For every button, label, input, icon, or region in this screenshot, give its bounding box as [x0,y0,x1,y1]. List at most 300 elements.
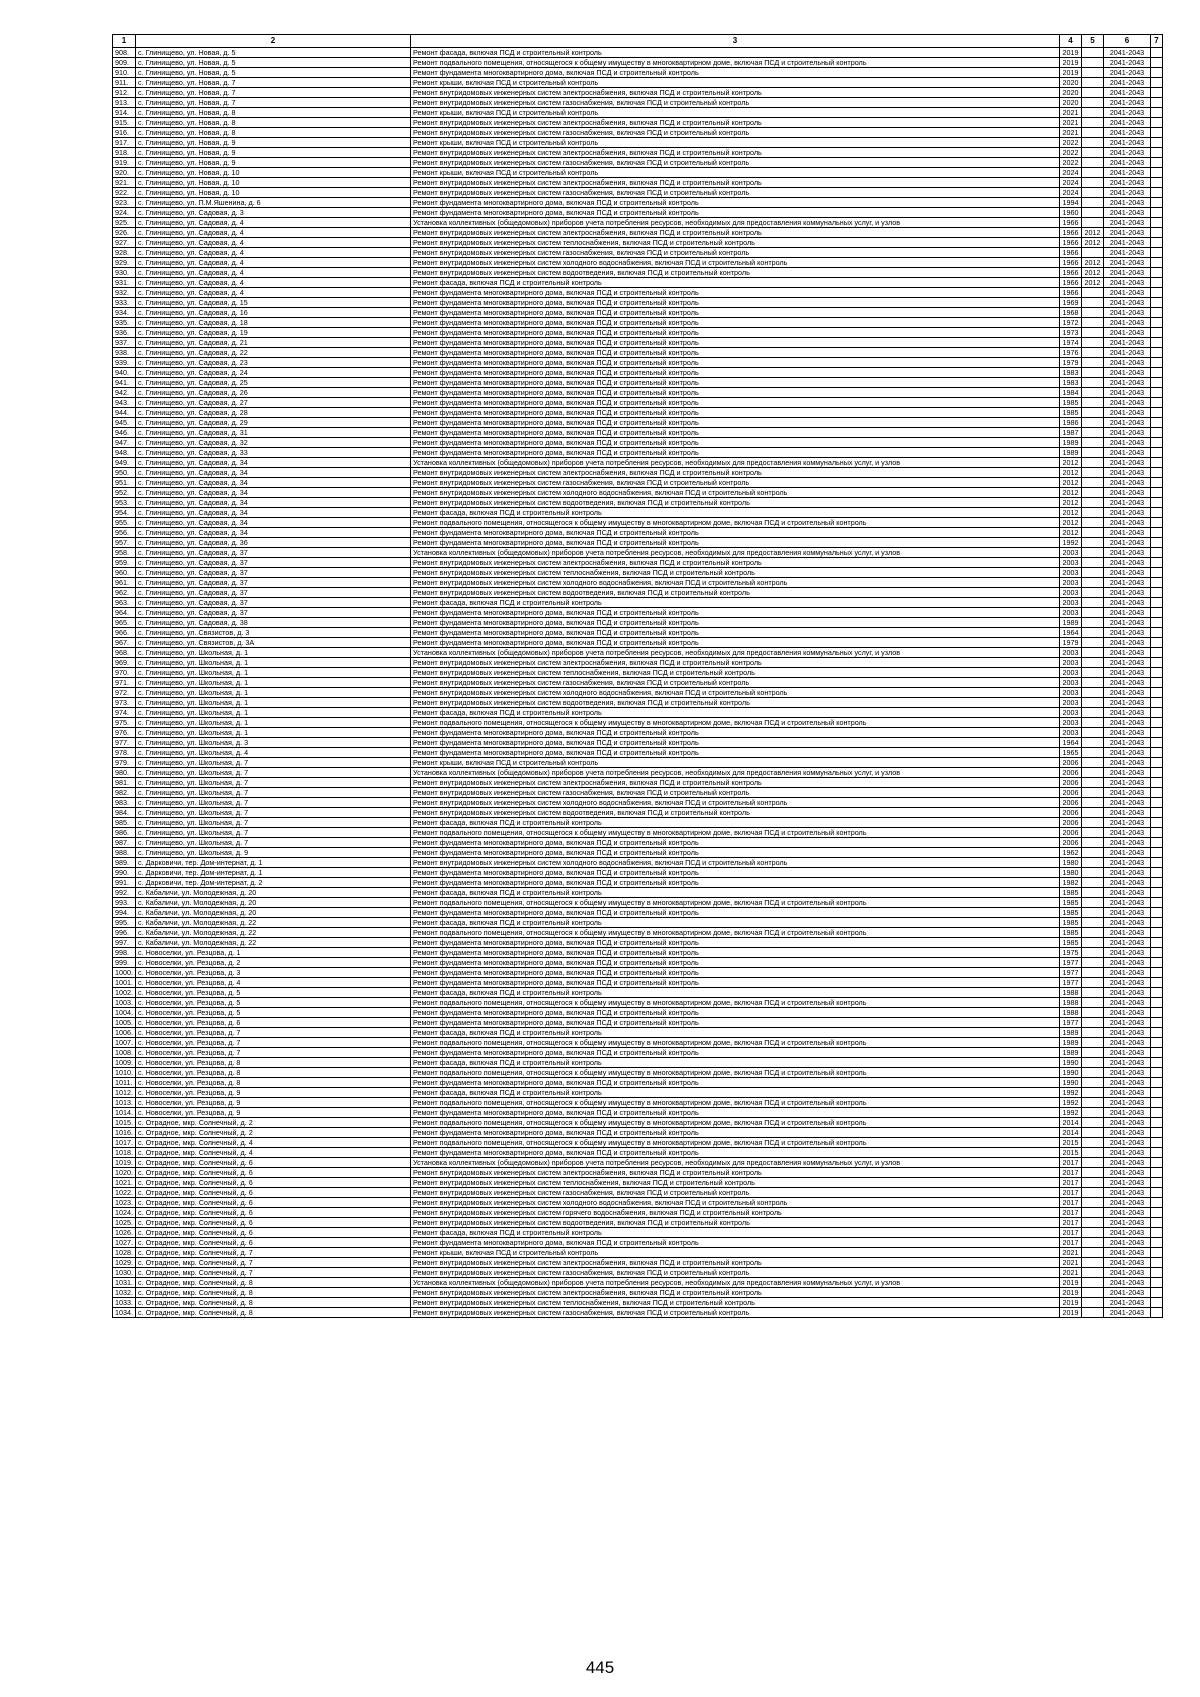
address-cell: с. Новоселки, ул. Резцова, д. 9 [136,1088,411,1098]
table-row [113,1108,1163,1118]
note-cell [1151,308,1163,318]
note-cell [1151,638,1163,648]
year-2-cell [1082,1168,1104,1178]
row-number: 945. [113,418,136,428]
row-number: 996. [113,928,136,938]
table-row [113,268,1163,278]
note-cell [1151,1028,1163,1038]
row-number: 966. [113,628,136,638]
year-cell: 1992 [1060,538,1082,548]
year-2-cell [1082,848,1104,858]
period-cell: 2041-2043 [1104,48,1151,58]
table-row [113,678,1163,688]
work-type-cell: Ремонт фасада, включая ПСД и строительный контроль [411,1228,1060,1238]
year-cell: 2017 [1060,1238,1082,1248]
note-cell [1151,98,1163,108]
address-cell: с. Глинищево, ул. Новая, д. 8 [136,118,411,128]
address-cell: с. Новоселки, ул. Резцова, д. 2 [136,958,411,968]
table-row [113,958,1163,968]
address-cell: с. Отрадное, мкр. Солнечный, д. 6 [136,1168,411,1178]
period-cell: 2041-2043 [1104,218,1151,228]
address-cell: с. Новоселки, ул. Резцова, д. 7 [136,1028,411,1038]
period-cell: 2041-2043 [1104,918,1151,928]
work-type-cell: Ремонт фундамента многоквартирного дома, включая ПСД и строительный контроль [411,978,1060,988]
work-type-cell: Ремонт фундамента многоквартирного дома, включая ПСД и строительный контроль [411,618,1060,628]
year-cell: 2006 [1060,778,1082,788]
address-cell: с. Глинищево, ул. Новая, д. 5 [136,58,411,68]
note-cell [1151,928,1163,938]
address-cell: с. Глинищево, ул. Садовая, д. 27 [136,398,411,408]
period-cell: 2041-2043 [1104,1058,1151,1068]
row-number: 923. [113,198,136,208]
year-2-cell [1082,738,1104,748]
note-cell [1151,188,1163,198]
year-cell: 2021 [1060,1268,1082,1278]
year-cell: 2017 [1060,1198,1082,1208]
period-cell: 2041-2043 [1104,268,1151,278]
row-number: 972. [113,688,136,698]
table-row [113,638,1163,648]
period-cell: 2041-2043 [1104,768,1151,778]
note-cell [1151,858,1163,868]
year-cell: 1980 [1060,858,1082,868]
note-cell [1151,1228,1163,1238]
work-type-cell: Ремонт фундамента многоквартирного дома, включая ПСД и строительный контроль [411,448,1060,458]
note-cell [1151,508,1163,518]
address-cell: с. Глинищево, ул. Садовая, д. 18 [136,318,411,328]
year-2-cell [1082,938,1104,948]
year-cell: 1990 [1060,1078,1082,1088]
address-cell: с. Отрадное, мкр. Солнечный, д. 4 [136,1148,411,1158]
table-row [113,1008,1163,1018]
year-cell: 2003 [1060,708,1082,718]
row-number: 911. [113,78,136,88]
row-number: 953. [113,498,136,508]
table-row [113,838,1163,848]
work-type-cell: Ремонт фундамента многоквартирного дома, включая ПСД и строительный контроль [411,1018,1060,1028]
table-row [113,658,1163,668]
work-type-cell: Ремонт фасада, включая ПСД и строительный контроль [411,918,1060,928]
address-cell: с. Глинищево, ул. Новая, д. 7 [136,88,411,98]
year-2-cell [1082,1198,1104,1208]
table-row [113,1278,1163,1288]
work-type-cell: Ремонт подвального помещения, относящегося к общему имуществу в многоквартирном доме, включая ПСД и строительный контроль [411,1138,1060,1148]
work-type-cell: Ремонт фундамента многоквартирного дома, включая ПСД и строительный контроль [411,418,1060,428]
address-cell: с. Глинищево, ул. Новая, д. 10 [136,178,411,188]
address-cell: с. Новоселки, ул. Резцова, д. 9 [136,1108,411,1118]
row-number: 1029. [113,1258,136,1268]
address-cell: с. Глинищево, ул. Садовая, д. 24 [136,368,411,378]
note-cell [1151,848,1163,858]
table-row [113,458,1163,468]
year-2-cell [1082,108,1104,118]
table-row [113,1088,1163,1098]
note-cell [1151,648,1163,658]
address-cell: с. Глинищево, ул. Новая, д. 7 [136,98,411,108]
table-row [113,228,1163,238]
table-row [113,198,1163,208]
work-type-cell: Ремонт фундамента многоквартирного дома, включая ПСД и строительный контроль [411,638,1060,648]
year-cell: 1985 [1060,938,1082,948]
year-cell: 1992 [1060,1098,1082,1108]
address-cell: с. Новоселки, ул. Резцова, д. 8 [136,1068,411,1078]
note-cell [1151,1078,1163,1088]
note-cell [1151,658,1163,668]
period-cell: 2041-2043 [1104,668,1151,678]
year-cell: 2003 [1060,698,1082,708]
table-row [113,468,1163,478]
address-cell: с. Глинищево, ул. Школьная, д. 1 [136,728,411,738]
address-cell: с. Глинищево, ул. П.М.Яшенина, д. 6 [136,198,411,208]
year-2-cell [1082,758,1104,768]
year-2-cell: 2012 [1082,278,1104,288]
address-cell: с. Глинищево, ул. Садовая, д. 4 [136,258,411,268]
year-2-cell [1082,1088,1104,1098]
work-type-cell: Ремонт внутридомовых инженерных систем электроснабжения, включая ПСД и строительный контроль [411,658,1060,668]
period-cell: 2041-2043 [1104,1218,1151,1228]
row-number: 955. [113,518,136,528]
year-2-cell [1082,1248,1104,1258]
table-row [113,548,1163,558]
row-number: 993. [113,898,136,908]
address-cell: с. Глинищево, ул. Садовая, д. 37 [136,548,411,558]
table-row [113,538,1163,548]
note-cell [1151,448,1163,458]
work-type-cell: Ремонт внутридомовых инженерных систем теплоснабжения, включая ПСД и строительный контроль [411,668,1060,678]
row-number: 954. [113,508,136,518]
note-cell [1151,1258,1163,1268]
table-row [113,1268,1163,1278]
period-cell: 2041-2043 [1104,598,1151,608]
work-type-cell: Ремонт фасада, включая ПСД и строительный контроль [411,508,1060,518]
row-number: 938. [113,348,136,358]
work-type-cell: Ремонт фундамента многоквартирного дома, включая ПСД и строительный контроль [411,428,1060,438]
table-row [113,598,1163,608]
note-cell [1151,88,1163,98]
address-cell: с. Новоселки, ул. Резцова, д. 1 [136,948,411,958]
year-2-cell [1082,928,1104,938]
address-cell: с. Глинищево, ул. Садовая, д. 4 [136,278,411,288]
address-cell: с. Глинищево, ул. Садовая, д. 19 [136,328,411,338]
work-type-cell: Ремонт фундамента многоквартирного дома, включая ПСД и строительный контроль [411,388,1060,398]
table-row [113,378,1163,388]
year-cell: 2003 [1060,728,1082,738]
work-type-cell: Установка коллективных (общедомовых) приборов учета потребления ресурсов, необходимых для предоставления коммунальных услуг, и узлов [411,218,1060,228]
work-type-cell: Ремонт фундамента многоквартирного дома, включая ПСД и строительный контроль [411,1008,1060,1018]
address-cell: с. Глинищево, ул. Садовая, д. 34 [136,498,411,508]
note-cell [1151,78,1163,88]
row-number: 1022. [113,1188,136,1198]
row-number: 950. [113,468,136,478]
period-cell: 2041-2043 [1104,938,1151,948]
period-cell: 2041-2043 [1104,658,1151,668]
address-cell: с. Отрадное, мкр. Солнечный, д. 8 [136,1308,411,1318]
work-type-cell: Ремонт фундамента многоквартирного дома, включая ПСД и строительный контроль [411,438,1060,448]
period-cell: 2041-2043 [1104,1018,1151,1028]
period-cell: 2041-2043 [1104,1038,1151,1048]
year-cell: 2020 [1060,98,1082,108]
note-cell [1151,358,1163,368]
table-row [113,938,1163,948]
note-cell [1151,568,1163,578]
note-cell [1151,918,1163,928]
address-cell: с. Глинищево, ул. Садовая, д. 15 [136,298,411,308]
work-type-cell: Ремонт внутридомовых инженерных систем теплоснабжения, включая ПСД и строительный контроль [411,1298,1060,1308]
note-cell [1151,338,1163,348]
year-cell: 2021 [1060,108,1082,118]
row-number: 1015. [113,1118,136,1128]
row-number: 983. [113,798,136,808]
year-2-cell [1082,978,1104,988]
period-cell: 2041-2043 [1104,1028,1151,1038]
year-2-cell: 2012 [1082,258,1104,268]
period-cell: 2041-2043 [1104,248,1151,258]
year-cell: 2022 [1060,158,1082,168]
note-cell [1151,368,1163,378]
period-cell: 2041-2043 [1104,1188,1151,1198]
row-number: 982. [113,788,136,798]
work-type-cell: Ремонт фундамента многоквартирного дома, включая ПСД и строительный контроль [411,938,1060,948]
address-cell: с. Отрадное, мкр. Солнечный, д. 2 [136,1118,411,1128]
year-2-cell [1082,888,1104,898]
table-row [113,398,1163,408]
note-cell [1151,1248,1163,1258]
row-number: 930. [113,268,136,278]
period-cell: 2041-2043 [1104,1098,1151,1108]
year-cell: 2019 [1060,1298,1082,1308]
year-2-cell [1082,538,1104,548]
year-2-cell [1082,68,1104,78]
note-cell [1151,598,1163,608]
table-row [113,208,1163,218]
note-cell [1151,478,1163,488]
row-number: 960. [113,568,136,578]
row-number: 958. [113,548,136,558]
work-type-cell: Установка коллективных (общедомовых) приборов учета потребления ресурсов, необходимых для предоставления коммунальных услуг, и узлов [411,768,1060,778]
note-cell [1151,1268,1163,1278]
table-row [113,1258,1163,1268]
year-cell: 1992 [1060,1108,1082,1118]
work-type-cell: Ремонт фасада, включая ПСД и строительный контроль [411,988,1060,998]
work-type-cell: Ремонт крыши, включая ПСД и строительный контроль [411,138,1060,148]
work-type-cell: Ремонт внутридомовых инженерных систем газоснабжения, включая ПСД и строительный контроль [411,98,1060,108]
year-cell: 2003 [1060,608,1082,618]
year-cell: 2019 [1060,68,1082,78]
note-cell [1151,528,1163,538]
period-cell: 2041-2043 [1104,778,1151,788]
period-cell: 2041-2043 [1104,388,1151,398]
table-row [113,1248,1163,1258]
year-2-cell [1082,158,1104,168]
row-number: 959. [113,558,136,568]
note-cell [1151,1198,1163,1208]
row-number: 952. [113,488,136,498]
work-type-cell: Ремонт фундамента многоквартирного дома, включая ПСД и строительный контроль [411,838,1060,848]
work-type-cell: Ремонт фундамента многоквартирного дома, включая ПСД и строительный контроль [411,288,1060,298]
address-cell: с. Глинищево, ул. Садовая, д. 31 [136,428,411,438]
row-number: 939. [113,358,136,368]
address-cell: с. Отрадное, мкр. Солнечный, д. 7 [136,1268,411,1278]
year-2-cell [1082,768,1104,778]
address-cell: с. Глинищево, ул. Садовая, д. 37 [136,558,411,568]
table-row [113,118,1163,128]
period-cell: 2041-2043 [1104,798,1151,808]
note-cell [1151,1098,1163,1108]
table-row [113,1138,1163,1148]
work-type-cell: Ремонт внутридомовых инженерных систем электроснабжения, включая ПСД и строительный контроль [411,1258,1060,1268]
page-number: 445 [585,1658,615,1677]
row-number: 1007. [113,1038,136,1048]
note-cell [1151,698,1163,708]
note-cell [1151,668,1163,678]
table-row [113,148,1163,158]
table-row [113,728,1163,738]
work-type-cell: Ремонт фасада, включая ПСД и строительный контроль [411,278,1060,288]
period-cell: 2041-2043 [1104,1268,1151,1278]
work-type-cell: Ремонт внутридомовых инженерных систем газоснабжения, включая ПСД и строительный контроль [411,1268,1060,1278]
period-cell: 2041-2043 [1104,998,1151,1008]
note-cell [1151,328,1163,338]
year-cell: 2021 [1060,1258,1082,1268]
year-cell: 2012 [1060,458,1082,468]
row-number: 1018. [113,1148,136,1158]
table-row [113,718,1163,728]
year-cell: 1987 [1060,428,1082,438]
year-2-cell [1082,1218,1104,1228]
year-cell: 2003 [1060,558,1082,568]
year-cell: 2024 [1060,178,1082,188]
table-row [113,648,1163,658]
year-cell: 2015 [1060,1138,1082,1148]
table-row [113,188,1163,198]
table-row [113,348,1163,358]
year-2-cell [1082,1268,1104,1278]
period-cell: 2041-2043 [1104,748,1151,758]
work-type-cell: Ремонт внутридомовых инженерных систем теплоснабжения, включая ПСД и строительный контроль [411,1178,1060,1188]
table-row [113,358,1163,368]
table-row [113,258,1163,268]
address-cell: с. Глинищево, ул. Садовая, д. 23 [136,358,411,368]
year-2-cell [1082,988,1104,998]
period-cell: 2041-2043 [1104,478,1151,488]
period-cell: 2041-2043 [1104,1248,1151,1258]
year-2-cell [1082,858,1104,868]
note-cell [1151,618,1163,628]
row-number: 979. [113,758,136,768]
year-2-cell [1082,728,1104,738]
address-cell: с. Глинищево, ул. Школьная, д. 1 [136,658,411,668]
address-cell: с. Кабаличи, ул. Молодежная, д. 20 [136,898,411,908]
work-type-cell: Ремонт фундамента многоквартирного дома, включая ПСД и строительный контроль [411,878,1060,888]
work-type-cell: Ремонт внутридомовых инженерных систем электроснабжения, включая ПСД и строительный контроль [411,558,1060,568]
year-cell: 2019 [1060,1308,1082,1318]
period-cell: 2041-2043 [1104,348,1151,358]
work-type-cell: Ремонт крыши, включая ПСД и строительный контроль [411,78,1060,88]
year-cell: 1988 [1060,998,1082,1008]
table-row [113,428,1163,438]
work-type-cell: Ремонт внутридомовых инженерных систем холодного водоснабжения, включая ПСД и строительный контроль [411,688,1060,698]
row-number: 948. [113,448,136,458]
year-2-cell [1082,1028,1104,1038]
work-type-cell: Ремонт фундамента многоквартирного дома, включая ПСД и строительный контроль [411,408,1060,418]
year-cell: 2020 [1060,88,1082,98]
table-row [113,1218,1163,1228]
work-type-cell: Ремонт подвального помещения, относящегося к общему имуществу в многоквартирном доме, включая ПСД и строительный контроль [411,1068,1060,1078]
period-cell: 2041-2043 [1104,708,1151,718]
year-2-cell [1082,778,1104,788]
row-number: 994. [113,908,136,918]
table-row [113,418,1163,428]
row-number: 917. [113,138,136,148]
address-cell: с. Глинищево, ул. Садовая, д. 28 [136,408,411,418]
address-cell: с. Глинищево, ул. Садовая, д. 37 [136,578,411,588]
note-cell [1151,198,1163,208]
period-cell: 2041-2043 [1104,828,1151,838]
work-type-cell: Ремонт фундамента многоквартирного дома, включая ПСД и строительный контроль [411,908,1060,918]
address-cell: с. Новоселки, ул. Резцова, д. 5 [136,998,411,1008]
note-cell [1151,628,1163,638]
period-cell: 2041-2043 [1104,1048,1151,1058]
period-cell: 2041-2043 [1104,68,1151,78]
row-number: 918. [113,148,136,158]
note-cell [1151,348,1163,358]
year-cell: 2003 [1060,588,1082,598]
work-type-cell: Установка коллективных (общедомовых) приборов учета потребления ресурсов, необходимых для предоставления коммунальных услуг, и узлов [411,1158,1060,1168]
period-cell: 2041-2043 [1104,88,1151,98]
year-cell: 1989 [1060,448,1082,458]
work-type-cell: Ремонт подвального помещения, относящегося к общему имуществу в многоквартирном доме, включая ПСД и строительный контроль [411,718,1060,728]
work-type-cell: Ремонт подвального помещения, относящегося к общему имуществу в многоквартирном доме, включая ПСД и строительный контроль [411,828,1060,838]
table-row [113,558,1163,568]
period-cell: 2041-2043 [1104,978,1151,988]
period-cell: 2041-2043 [1104,908,1151,918]
address-cell: с. Глинищево, ул. Садовая, д. 16 [136,308,411,318]
year-cell: 1983 [1060,378,1082,388]
note-cell [1151,838,1163,848]
work-type-cell: Ремонт внутридомовых инженерных систем газоснабжения, включая ПСД и строительный контроль [411,478,1060,488]
address-cell: с. Новоселки, ул. Резцова, д. 7 [136,1048,411,1058]
address-cell: с. Глинищево, ул. Связистов, д. 3А [136,638,411,648]
table-row [113,778,1163,788]
year-cell: 1962 [1060,848,1082,858]
document-page [112,34,1163,1318]
year-2-cell [1082,218,1104,228]
row-number: 964. [113,608,136,618]
address-cell: с. Глинищево, ул. Школьная, д. 1 [136,668,411,678]
work-type-cell: Ремонт внутридомовых инженерных систем электроснабжения, включая ПСД и строительный контроль [411,228,1060,238]
year-cell: 1966 [1060,228,1082,238]
year-2-cell [1082,478,1104,488]
row-number: 1011. [113,1078,136,1088]
year-2-cell [1082,808,1104,818]
address-cell: с. Глинищево, ул. Садовая, д. 34 [136,488,411,498]
note-cell [1151,418,1163,428]
year-2-cell [1082,1228,1104,1238]
address-cell: с. Новоселки, ул. Резцова, д. 7 [136,1038,411,1048]
address-cell: с. Глинищево, ул. Садовая, д. 34 [136,458,411,468]
table-row [113,698,1163,708]
period-cell: 2041-2043 [1104,1298,1151,1308]
work-type-cell: Ремонт фундамента многоквартирного дома, включая ПСД и строительный контроль [411,968,1060,978]
year-2-cell [1082,658,1104,668]
year-2-cell [1082,1288,1104,1298]
period-cell: 2041-2043 [1104,858,1151,868]
period-cell: 2041-2043 [1104,578,1151,588]
row-number: 974. [113,708,136,718]
note-cell [1151,978,1163,988]
period-cell: 2041-2043 [1104,1228,1151,1238]
work-type-cell: Ремонт внутридомовых инженерных систем электроснабжения, включая ПСД и строительный контроль [411,778,1060,788]
